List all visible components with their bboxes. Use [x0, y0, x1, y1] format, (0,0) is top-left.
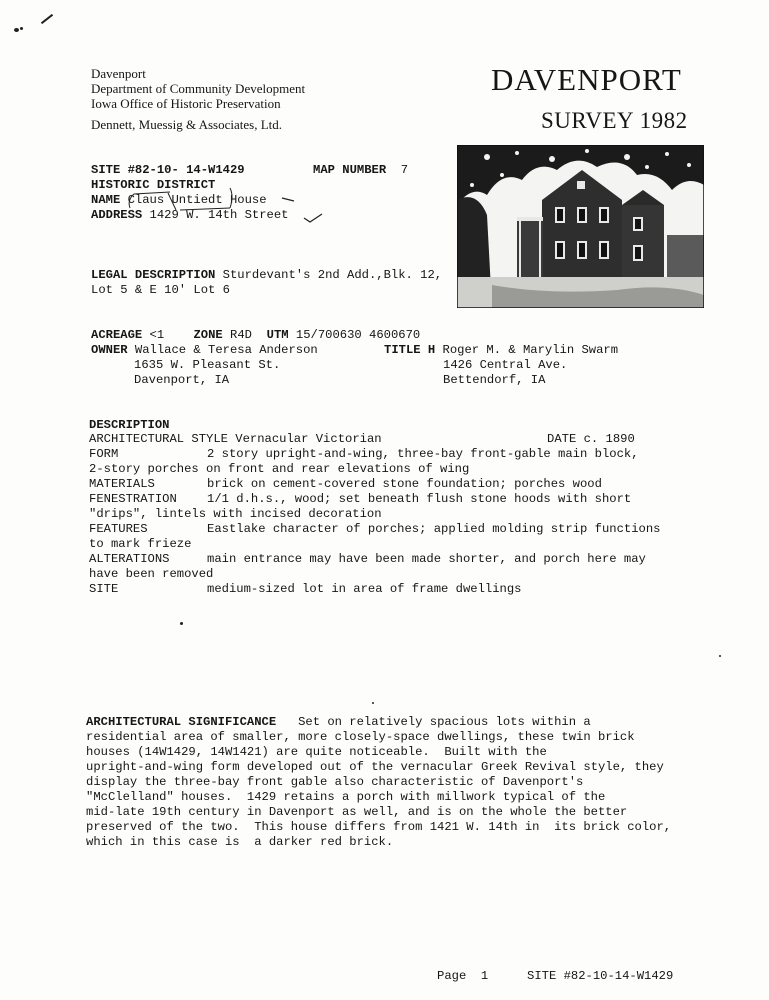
footer-site-label: SITE	[527, 969, 557, 983]
document-title: DAVENPORT	[491, 62, 682, 97]
scan-speck	[180, 622, 183, 625]
page-number	[437, 969, 488, 984]
map-label: MAP NUMBER	[313, 163, 387, 177]
significance-heading: ARCHITECTURAL SIGNIFICANCE	[86, 715, 277, 729]
acreage-label: ACREAGE	[91, 328, 143, 342]
significance-line-1: Set on relatively spacious lots within a	[298, 715, 591, 729]
title-line-2: 1426 Central Ave.	[443, 358, 568, 372]
owner-line-1: Wallace & Teresa Anderson	[134, 343, 318, 357]
map-value: 7	[400, 163, 409, 177]
page-label: Page	[437, 969, 467, 983]
fenestration-line-2: "drips", lintels with incised decoration	[89, 507, 382, 521]
site-value: #82-10- 14-W1429	[127, 163, 245, 177]
historic-district-label: HISTORIC DISTRICT	[91, 178, 216, 192]
description-heading: DESCRIPTION	[89, 418, 170, 432]
materials-label: MATERIALS	[89, 477, 155, 491]
map-row	[313, 163, 408, 178]
owner-line-3: Davenport, IA	[134, 373, 230, 387]
significance-row	[86, 715, 591, 730]
date-label: DATE	[547, 432, 577, 446]
legal-line-1: Sturdevant's 2nd Add.,Blk. 12,	[222, 268, 443, 282]
significance-line: upright-and-wing form developed out of the vernacular Greek Revival style, they	[86, 760, 664, 774]
features-line-1: Eastlake character of porches; applied molding strip functions	[207, 522, 661, 536]
legal-line-2: Lot 5 & E 10' Lot 6	[91, 283, 230, 297]
alterations-label: ALTERATIONS	[89, 552, 170, 566]
handwritten-marks	[122, 186, 332, 226]
features-label: FEATURES	[89, 522, 148, 536]
title-label: TITLE H	[384, 343, 436, 357]
fenestration-line-1: 1/1 d.h.s., wood; set beneath flush stone hoods with short	[207, 492, 632, 506]
legal-label: LEGAL DESCRIPTION	[91, 268, 216, 282]
owner-row	[91, 343, 318, 358]
legal-row	[91, 268, 442, 283]
address-value: 1429 W. 14th Street	[149, 208, 289, 222]
footer-site	[527, 969, 673, 984]
scan-speck	[372, 702, 374, 704]
features-line-2: to mark frieze	[89, 537, 192, 551]
form-line-2: 2-story porches on front and rear elevations of wing	[89, 462, 470, 476]
title-line-3: Bettendorf, IA	[443, 373, 546, 387]
style-row	[89, 432, 382, 447]
zone-label: ZONE	[193, 328, 223, 342]
style-value: Vernacular Victorian	[235, 432, 382, 446]
form-label: FORM	[89, 447, 119, 461]
significance-line: residential area of smaller, more closely-space dwellings, these twin brick	[86, 730, 635, 744]
site-label: SITE	[91, 163, 121, 177]
scan-speck	[719, 655, 721, 657]
stray-mark	[41, 14, 53, 24]
address-label: ADDRESS	[91, 208, 143, 222]
title-row	[384, 343, 618, 358]
stray-speck	[14, 28, 19, 32]
name-label: NAME	[91, 193, 121, 207]
org-line-2: Department of Community Development	[91, 81, 306, 96]
alterations-line-1: main entrance may have been made shorter, and porch here may	[207, 552, 646, 566]
significance-line: which in this case is a darker red brick.	[86, 835, 394, 849]
significance-line: "McClelland" houses. 1429 retains a porch with millwork typical of the	[86, 790, 606, 804]
survey-title: SURVEY 1982	[541, 108, 688, 133]
utm-value: 15/700630 4600670	[295, 328, 421, 342]
significance-line: houses (14W1429, 14W1421) are quite noticeable. Built with the	[86, 745, 547, 759]
significance-line: preserved of the two. This house differs from 1421 W. 14th in its brick color,	[86, 820, 672, 834]
utm-label: UTM	[266, 328, 289, 342]
page-value: 1	[480, 969, 489, 983]
owner-label: OWNER	[91, 343, 128, 357]
significance-line: mid-late 19th century in Davenport as well, and is on the whole the better	[86, 805, 628, 819]
title-line-1: Roger M. & Marylin Swarm	[442, 343, 619, 357]
acreage-value: <1	[149, 328, 165, 342]
footer-site-value: #82-10-14-W1429	[563, 969, 674, 983]
org-line-3: Iowa Office of Historic Preservation	[91, 96, 281, 111]
consultant-line: Dennett, Muessig & Associates, Ltd.	[91, 117, 283, 132]
stray-speck	[20, 27, 23, 30]
site-desc-label: SITE	[89, 582, 119, 596]
name-value: Claus Untiedt House	[127, 193, 267, 207]
materials-value: brick on cement-covered stone foundation; porches wood	[207, 477, 602, 491]
house-photo	[457, 145, 704, 308]
org-line-1: Davenport	[91, 66, 146, 81]
site-row	[91, 163, 245, 178]
date-row	[547, 432, 635, 447]
form-line-1: 2 story upright-and-wing, three-bay front-gable main block,	[207, 447, 639, 461]
acreage-row	[91, 328, 420, 343]
owner-line-2: 1635 W. Pleasant St.	[134, 358, 281, 372]
style-label: ARCHITECTURAL STYLE	[89, 432, 228, 446]
fenestration-label: FENESTRATION	[89, 492, 177, 506]
alterations-line-2: have been removed	[89, 567, 214, 581]
date-value: c. 1890	[583, 432, 635, 446]
significance-line: display the three-bay front gable also characteristic of Davenport's	[86, 775, 584, 789]
zone-value: R4D	[230, 328, 252, 342]
site-desc-value: medium-sized lot in area of frame dwellings	[207, 582, 522, 596]
